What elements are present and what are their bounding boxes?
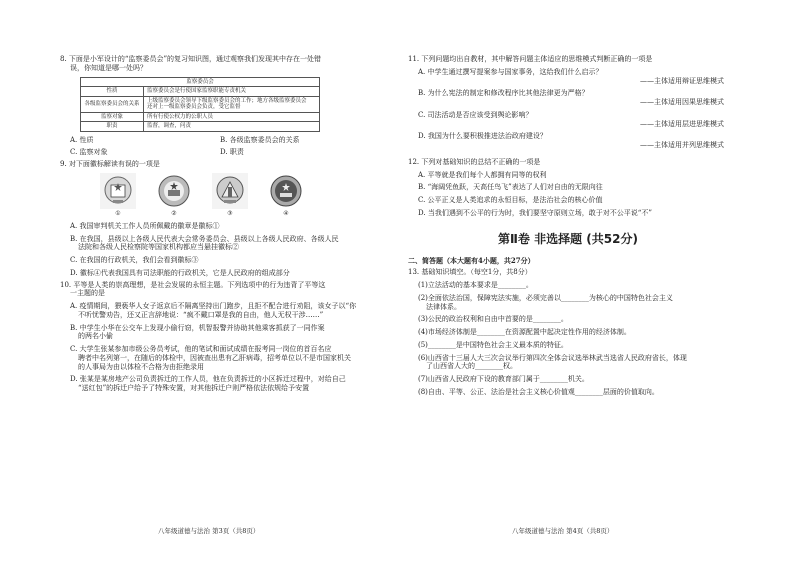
option-d: D. 徽标④代表我国具有司法职能的行政机关，它是人民政府的组成部分 [70, 268, 290, 277]
q11-item-c: C. 司法活动是否应该受到舆论影响？ [418, 110, 533, 119]
q11-item-b: B. 为什么宪法的制定和修改程序比其他法律更为严格？ [418, 89, 589, 98]
court-emblem-icon [100, 173, 136, 209]
court-emblem: ① [98, 173, 138, 218]
q12-stem: 12. 下列对基础知识的总结不正确的一项是 [408, 157, 541, 166]
question-11 [408, 55, 728, 150]
fill-item: (8)自由、平等、公正、法治是社会主义核心价值观________层面的价值取向。 [418, 387, 659, 396]
fill-item: (4)市场经济体制是________在资源配置中起决定性作用的经济体制。 [418, 328, 631, 336]
option-a: A. 我国审判机关工作人员所佩戴的徽章是徽标① [70, 221, 220, 230]
question-9 [60, 160, 380, 278]
table-row: 职责 监督，调查，问责 [81, 122, 320, 132]
option-d: D. 当我们遇到不公平的行为时，我们要坚守原则立场，敢于对不公平说“不” [418, 208, 652, 217]
question-8 [60, 55, 380, 157]
option-d-cont: “送红包”的拆迁户给予了特殊安置，对其他拆迁户则严格依法依规给予安置 [78, 384, 310, 393]
option-b: B. 在我国，县级以上各级人民代表大会常务委员会、县级以上各级人民政府、各级人民 [70, 234, 339, 243]
procuratorate-emblem-icon [212, 173, 248, 209]
question-13 [408, 268, 728, 396]
q11-answer-a: ——主体适用辩证思维模式 [640, 76, 724, 85]
option-a: A. 平等就是我们每个人都拥有同等的权利 [418, 170, 547, 179]
option-d: D. 张某是某房地产公司负责拆迁的工作人员，他在负责拆迁的小区拆迁过程中，对给自己 [70, 375, 346, 384]
q11-answer-d: ——主体适用并列思维模式 [640, 141, 724, 149]
fill-item: (6)山西省十三届人大三次会议举行第四次全体会议选举林武当选省人民政府省长，体现 [418, 353, 687, 362]
table-row: 监察对象 所有行使公权力的公职人员 [81, 112, 320, 122]
page-footer-right: 八年级道德与法治 第4页（共8页） [512, 527, 614, 535]
option-c-cont: 聘者中名列第一，在随后的体检中，因被查出患有乙肝病毒，招考单位以不是市国家机关 [78, 353, 351, 362]
option-c: C. 大学生张某参加市级公务员考试，他的笔试和面试成绩在报考同一岗位的首百名应 [70, 345, 332, 354]
option-c: C. 监察对象 [70, 147, 108, 156]
option-d: D. 职责 [220, 147, 244, 156]
fill-item-cont: 法律体系。 [426, 302, 461, 311]
part-heading: 二、简答题（本大题有4小题，共27分） [408, 255, 535, 265]
section-title: 第Ⅱ卷 非选择题 (共52分) [498, 231, 638, 246]
page-4-column [408, 55, 728, 397]
question-12 [408, 158, 728, 218]
police-emblem-icon [268, 173, 304, 209]
national-emblem-icon [156, 173, 192, 209]
q11-item-a: A. 中学生通过撰写提案参与国家事务，这给我们什么启示？ [418, 67, 603, 76]
q11-stem: 11. 下列问题均出自教材，其中解答问题主体适应的思维模式判断正确的一项是 [408, 55, 653, 63]
police-emblem: ④ [266, 173, 306, 218]
page-footer-left: 八年级道德与法治 第3页（共8页） [158, 527, 260, 535]
option-a: A. 疫情期间，猥亵华人女子返京后不隔离坚持出门跑步，且拒不配合进行劝阻，该女子以“你 [70, 302, 357, 311]
q8-options [60, 136, 380, 157]
fill-item-cont: 了山西省人大的________权。 [426, 362, 517, 371]
q10-stem-line: 10. 平等是人类的崇高理想，是社会发展的永恒主题。下列选项中的行为违背了平等这 [60, 280, 326, 289]
fill-item: (3)公民的政治权利和自由中首要的是________。 [418, 315, 568, 324]
q8-stem-line: 误，你知道是哪一处吗？ [70, 63, 147, 72]
q8-stem-line: 8. 下面是小军设计的“监察委员会”的复习知识图，通过观察我们发现其中存在一处错 [60, 55, 322, 63]
q11-answer-b: ——主体适用因果思维模式 [640, 98, 724, 106]
national-emblem: ② [154, 173, 194, 218]
option-b: B. 中学生小华在公交车上发现小偷行窃，机智报警并协助其他乘客抓获了一同作案 [70, 323, 325, 332]
q11-item-d: D. 我国为什么要积极推进法治政府建设？ [418, 132, 547, 141]
option-b-cont: 的两名小偷 [78, 332, 113, 341]
option-b: B. 各级监察委员会的关系 [220, 136, 300, 145]
option-c-cont: 的人事局为由以体检不合格为由拒绝录用 [78, 362, 204, 371]
option-a: A. 性质 [70, 136, 94, 145]
fill-item: (7)山西省人民政府下设的教育部门属于________机关。 [418, 375, 589, 383]
table-row: 性质 监察委员会是行使国家监察职能专责机关 [81, 87, 320, 97]
table-row: 各级监察委员会的关系 上级监察委员会领导下级监察委员会的工作；地方各级监察委员会 还对上一级监察委员会负责，受它监督 [81, 96, 320, 112]
q11-answer-c: ——主体适用层进思维模式 [640, 119, 724, 128]
supervision-committee-table [80, 77, 320, 133]
emblem-row [60, 173, 380, 218]
fill-item: (1)立法活动的基本要求是________。 [418, 281, 533, 289]
page-3-column [60, 55, 380, 393]
option-a-cont: 不听忧警劝告，还又正言辞地说：“疯不戴口罩是我的自由，他人无权干涉……” [78, 310, 324, 319]
question-10 [60, 281, 380, 393]
q10-stem-line: 一主题的是 [70, 289, 105, 298]
q13-stem: 13. 基础知识填空。（每空1分，共8分） [408, 268, 532, 277]
option-c: C. 公平正义是人类追求的永恒目标，是法治社会的核心价值 [418, 196, 603, 204]
q9-stem: 9. 对下面徽标解读有误的一项是 [60, 159, 160, 168]
option-b: B. “海阔凭鱼跃，天高任鸟飞”表达了人们对自由的无限向往 [418, 183, 603, 192]
fill-item: (2)全面依法治国，保障宪法实施，必须完善以________为核心的中国特色社会主义 [418, 293, 673, 302]
procuratorate-emblem: ③ [210, 173, 250, 218]
option-c: C. 在我国的行政机关，我们会看到徽标③ [70, 256, 199, 265]
fill-item: (5)________是中国特色社会主义最本质的特征。 [418, 340, 568, 349]
table-title: 监察委员会 [81, 77, 320, 87]
option-b-cont: 法院和各级人民检察院等国家机构都应当悬挂徽标② [78, 243, 239, 252]
